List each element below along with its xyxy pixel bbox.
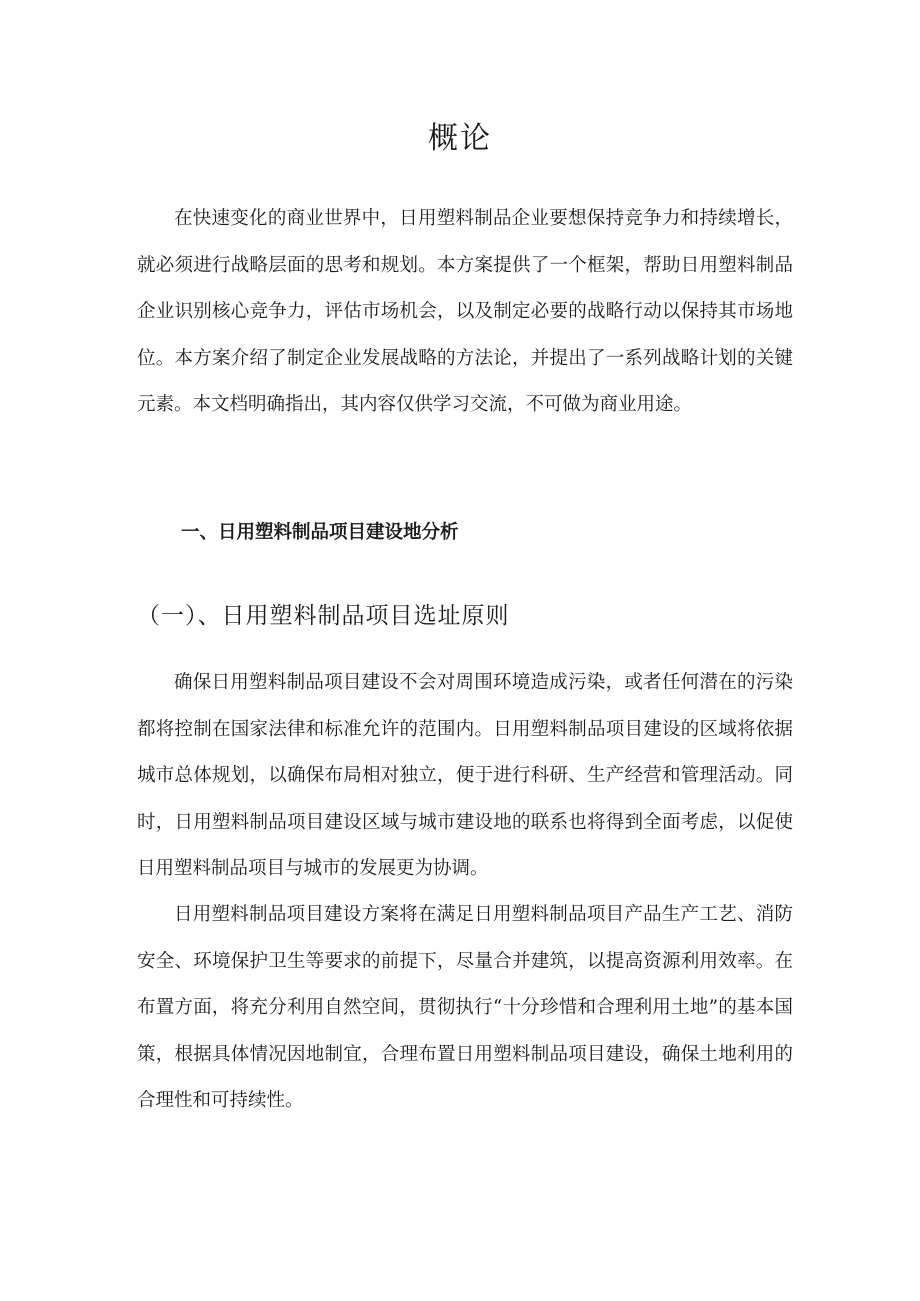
document-title: 概论 <box>428 121 492 156</box>
intro-paragraph: 在快速变化的商业世界中，日用塑料制品企业要想保持竞争力和持续增长，就必须进行战略层面的思考和规划。本方案提供了一个框架，帮助日用塑料制品企业识别核心竞争力，评估市场机会，以及制定必要的战略行动以保持其市场地位。本方案介绍了制定企业发展战略的方法论，并提出了一系列战略计划的关键元素。本文档明确指出，其内容仅供学习交流，不可做为商业用途。 <box>137 208 793 415</box>
section-heading: 一、日用塑料制品项目建设地分析 <box>181 522 459 543</box>
site-principle-paragraph-1: 确保日用塑料制品项目建设不会对周围环境造成污染，或者任何潜在的污染都将控制在国家法律和标准允许的范围内。日用塑料制品项目建设的区域将依据城市总体规划，以确保布局相对独立，便于进行科研、生产经营和管理活动。同时，日用塑料制品项目建设区域与城市建设地的联系也将得到全面考虑，以促使日用塑料制品项目与城市的发展更为协调。 <box>137 672 793 879</box>
subsection-heading: （一）、日用塑料制品项目选址原则 <box>137 603 510 629</box>
site-principle-paragraph-2: 日用塑料制品项目建设方案将在满足日用塑料制品项目产品生产工艺、消防安全、环境保护卫生等要求的前提下，尽量合并建筑，以提高资源利用效率。在布置方面，将充分利用自然空间，贯彻执行“十分珍惜和合理利用土地”的基本国策，根据具体情况因地制宜，合理布置日用塑料制品项目建设，确保土地利用的合理性和可持续性。 <box>137 904 793 1111</box>
